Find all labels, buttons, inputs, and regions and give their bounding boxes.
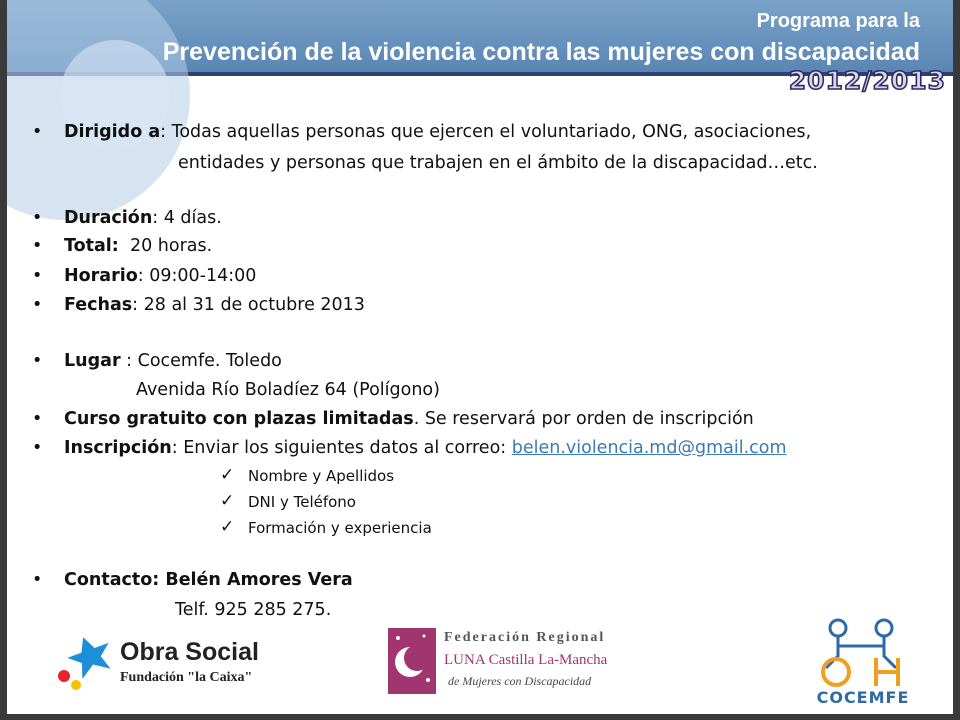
fundacion-text: Fundación "la Caixa" xyxy=(120,670,253,685)
checkmark-icon: ✓ xyxy=(220,465,235,485)
total-line xyxy=(64,236,212,256)
duracion-text: : 4 días. xyxy=(152,208,222,228)
obra-social-logo xyxy=(50,630,260,695)
lugar-address: Avenida Río Boladíez 64 (Polígono) xyxy=(136,380,440,400)
frame-left-border xyxy=(0,0,7,720)
bullet-icon: • xyxy=(32,438,43,458)
cocemfe-figures-icon xyxy=(808,616,918,690)
bullet-icon: • xyxy=(32,266,43,286)
fechas-text: : 28 al 31 de octubre 2013 xyxy=(132,295,365,315)
luna-subtitle-text: de Mujeres con Discapacidad xyxy=(448,674,592,688)
checklist-item: Formación y experiencia xyxy=(248,519,432,537)
frame-right-border xyxy=(953,0,960,720)
lugar-line xyxy=(64,351,282,371)
dirigido-text: : Todas aquellas personas que ejercen el voluntariado, ONG, asociaciones, xyxy=(160,122,812,142)
program-title-top: Programa para la xyxy=(756,10,920,32)
dirigido-label: Dirigido a xyxy=(64,122,161,142)
bullet-icon: • xyxy=(32,122,43,142)
frame-bottom-border xyxy=(0,714,960,720)
inscripcion-label: Inscripción xyxy=(64,438,172,458)
lugar-text: : Cocemfe. Toledo xyxy=(120,351,282,371)
moon-logo-icon xyxy=(388,628,436,694)
horario-text: : 09:00-14:00 xyxy=(137,266,257,286)
checkmark-icon: ✓ xyxy=(220,517,235,537)
bullet-icon: • xyxy=(32,570,43,590)
inscripcion-text: : Enviar los siguientes datos al correo: xyxy=(171,438,512,458)
lugar-label: Lugar xyxy=(64,351,121,371)
duracion-label: Duración xyxy=(64,208,153,228)
horario-label: Horario xyxy=(64,266,138,286)
total-label: Total: xyxy=(64,236,119,256)
cocemfe-text: COCEMFE xyxy=(816,688,910,707)
bullet-icon: • xyxy=(32,409,43,429)
checklist-item: DNI y Teléfono xyxy=(248,493,356,511)
luna-name-text: LUNA Castilla La-Mancha xyxy=(444,652,608,668)
inscripcion-line xyxy=(64,438,787,458)
luna-federacion-text: Federación Regional xyxy=(444,630,606,645)
bullet-icon: • xyxy=(32,208,43,228)
curso-label: Curso gratuito con plazas limitadas xyxy=(64,409,414,429)
cocemfe-logo xyxy=(808,616,918,712)
horario-line xyxy=(64,266,256,286)
program-year: 2012/2013 xyxy=(788,66,946,95)
la-caixa-star-icon xyxy=(50,630,120,695)
fechas-label: Fechas xyxy=(64,295,133,315)
curso-line xyxy=(64,409,754,429)
program-title-main: Prevención de la violencia contra las mujeres con discapacidad xyxy=(162,38,920,66)
total-text: 20 horas. xyxy=(129,236,213,256)
bullet-icon: • xyxy=(32,236,43,256)
checklist-item: Nombre y Apellidos xyxy=(248,467,395,485)
fechas-line xyxy=(64,295,365,315)
dirigido-text-cont: entidades y personas que trabajen en el ámbito de la discapacidad…etc. xyxy=(178,153,818,173)
luna-federacion-logo xyxy=(388,628,618,698)
bullet-icon: • xyxy=(32,295,43,315)
curso-text: . Se reservará por orden de inscripción xyxy=(413,409,754,429)
dirigido-line xyxy=(64,122,811,142)
contacto-phone: Telf. 925 285 275. xyxy=(175,600,332,620)
checkmark-icon: ✓ xyxy=(220,491,235,511)
contacto-line: Contacto: Belén Amores Vera xyxy=(64,570,353,590)
obra-social-text: Obra Social xyxy=(120,638,259,666)
duracion-line xyxy=(64,208,222,228)
email-link[interactable]: belen.violencia.md@gmail.com xyxy=(511,438,787,458)
bullet-icon: • xyxy=(32,351,43,371)
